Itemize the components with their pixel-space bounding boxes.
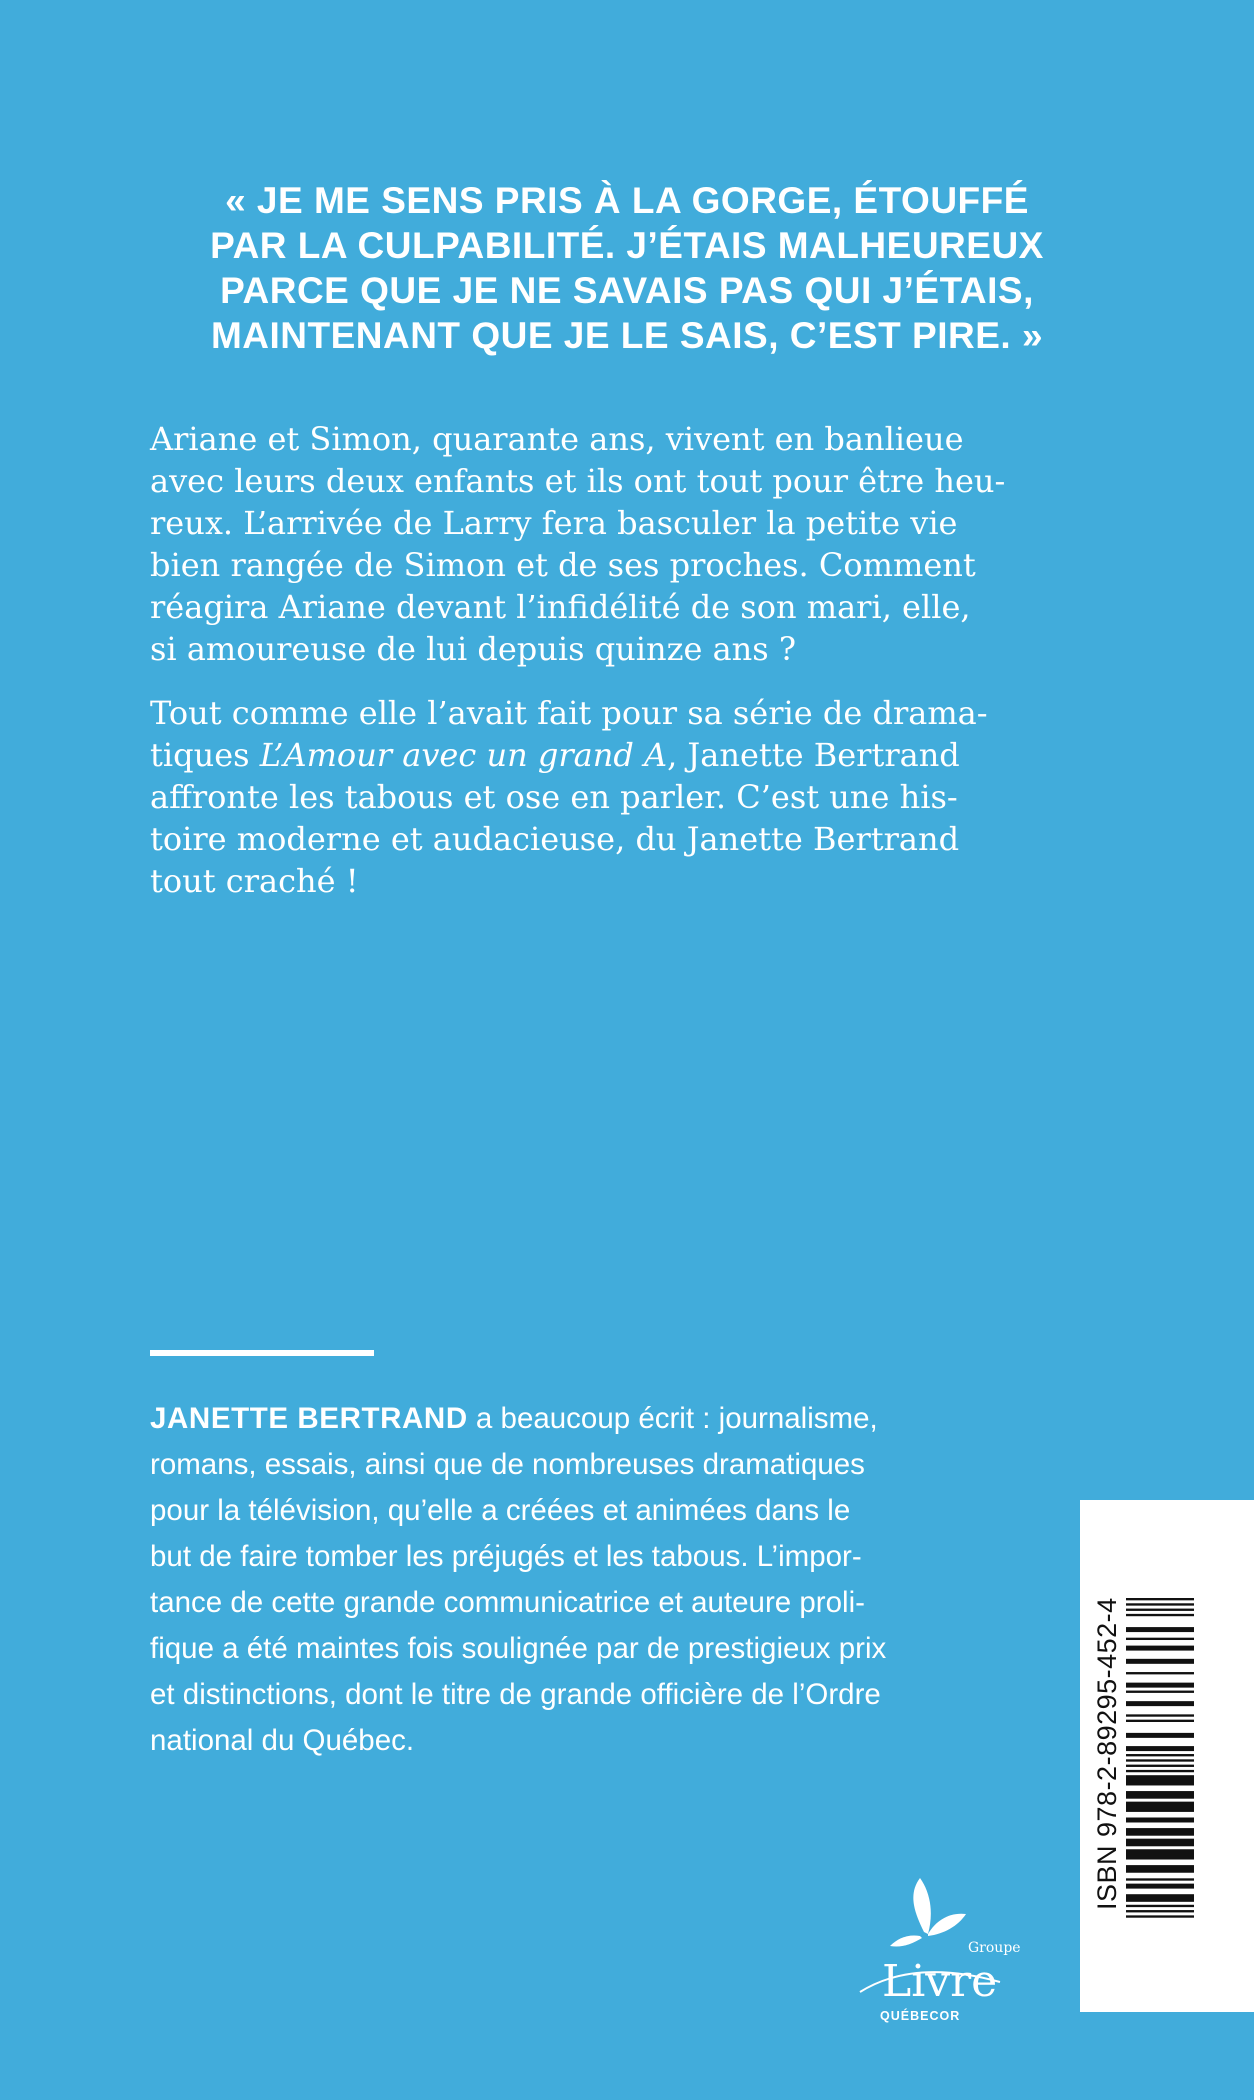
barcode-bar <box>1126 1894 1194 1902</box>
bio-line: national du Québec. <box>150 1724 415 1757</box>
barcode-bar <box>1126 1609 1194 1611</box>
barcode-bar <box>1126 1802 1194 1812</box>
bio-line: fique a été maintes fois soulignée par de prestigieux prix <box>150 1632 887 1665</box>
blurb-text: tiques <box>150 736 260 774</box>
barcode-bar <box>1126 1720 1194 1722</box>
blurb-line: tout craché ! <box>150 862 359 900</box>
isbn-label: ISBN 978-2-89295-452-4 <box>1092 1597 1122 1910</box>
barcode-bar <box>1126 1775 1194 1785</box>
barcode-bar <box>1126 1905 1194 1907</box>
blurb-text: , Janette Bertrand <box>667 736 960 774</box>
pull-quote <box>150 178 1104 358</box>
blurb-line: Ariane et Simon, quarante ans, vivent en banlieue <box>150 420 964 458</box>
publisher-group: Groupe <box>968 1940 1021 1956</box>
blurb-line: toire moderne et audacieuse, du Janette Bertrand <box>150 820 960 858</box>
publisher-name: Livre <box>882 1956 998 2007</box>
barcode-bar <box>1126 1759 1194 1761</box>
barcode-bar <box>1126 1603 1194 1605</box>
blurb-line: réagira Ariane devant l’infidélité de son mari, elle, <box>150 588 971 626</box>
barcode-bar <box>1126 1746 1194 1751</box>
quote-line: PARCE QUE JE NE SAVAIS PAS QUI J’ÉTAIS, <box>220 270 1034 311</box>
blurb-line: bien rangée de Simon et de ses proches. Comment <box>150 546 976 584</box>
author-bio <box>150 1396 1010 1764</box>
barcode-bar <box>1126 1839 1194 1847</box>
barcode-bar <box>1126 1828 1194 1836</box>
barcode <box>1126 1598 1194 1918</box>
blurb-paragraph-2 <box>150 692 1110 902</box>
blurb-line: avec leurs deux enfants et ils ont tout pour être heu- <box>150 462 1006 500</box>
barcode-bar <box>1126 1701 1194 1706</box>
bio-line: tance de cette grande communicatrice et auteure proli- <box>150 1586 865 1619</box>
blurb-line: affronte les tabous et ose en parler. C’est une his- <box>150 778 958 816</box>
bio-text: a beaucoup écrit : journalisme, <box>467 1402 878 1435</box>
book-blurb <box>150 418 1110 924</box>
barcode-bar <box>1126 1915 1194 1917</box>
barcode-bar <box>1126 1683 1194 1688</box>
barcode-bar <box>1126 1765 1194 1767</box>
barcode-bar <box>1126 1754 1194 1756</box>
series-title: L’Amour avec un grand A <box>259 736 668 774</box>
blurb-line: reux. L’arrivée de Larry fera basculer la petite vie <box>150 504 958 542</box>
quote-line: MAINTENANT QUE JE LE SAIS, C’EST PIRE. » <box>210 315 1044 356</box>
bio-line <box>150 1396 1010 1442</box>
quote-line: PAR LA CULPABILITÉ. J’ÉTAIS MALHEUREUX <box>210 225 1044 266</box>
barcode-bar <box>1126 1865 1194 1873</box>
butterfly-icon <box>890 1878 966 1947</box>
divider <box>150 1350 374 1356</box>
barcode-bar <box>1126 1659 1194 1664</box>
barcode-bar <box>1126 1818 1194 1823</box>
bio-line: but de faire tomber les préjugés et les tabous. L’impor- <box>150 1540 862 1573</box>
publisher-brand: QUÉBECOR <box>880 2009 961 2023</box>
publisher-logo <box>850 1872 1040 2032</box>
barcode-bar <box>1126 1638 1194 1640</box>
barcode-bar <box>1126 1714 1194 1716</box>
bio-line: romans, essais, ainsi que de nombreuses dramatiques <box>150 1448 865 1481</box>
barcode-bar <box>1126 1849 1194 1859</box>
barcode-bar <box>1126 1691 1194 1693</box>
blurb-line: Tout comme elle l’avait fait pour sa série de drama- <box>150 694 988 732</box>
barcode-bar <box>1126 1598 1194 1600</box>
author-name: JANETTE BERTRAND <box>150 1402 468 1435</box>
barcode-bar <box>1126 1910 1194 1912</box>
bio-line: et distinctions, dont le titre de grande officière de l’Ordre <box>150 1678 881 1711</box>
quote-line: « JE ME SENS PRIS À LA GORGE, ÉTOUFFÉ <box>225 180 1029 221</box>
barcode-bar <box>1126 1884 1194 1889</box>
blurb-paragraph-1 <box>150 418 1110 670</box>
barcode-bar <box>1126 1614 1194 1616</box>
barcode-bar <box>1126 1791 1194 1799</box>
barcode-bar <box>1126 1733 1194 1738</box>
barcode-bar <box>1126 1672 1194 1674</box>
barcode-bar <box>1126 1646 1194 1651</box>
bio-line: pour la télévision, qu’elle a créées et animées dans le <box>150 1494 851 1527</box>
barcode-bar <box>1126 1878 1194 1880</box>
blurb-line <box>150 734 1110 776</box>
barcode-bar <box>1126 1770 1194 1772</box>
barcode-bar <box>1126 1627 1194 1632</box>
blurb-line: si amoureuse de lui depuis quinze ans ? <box>150 630 797 668</box>
